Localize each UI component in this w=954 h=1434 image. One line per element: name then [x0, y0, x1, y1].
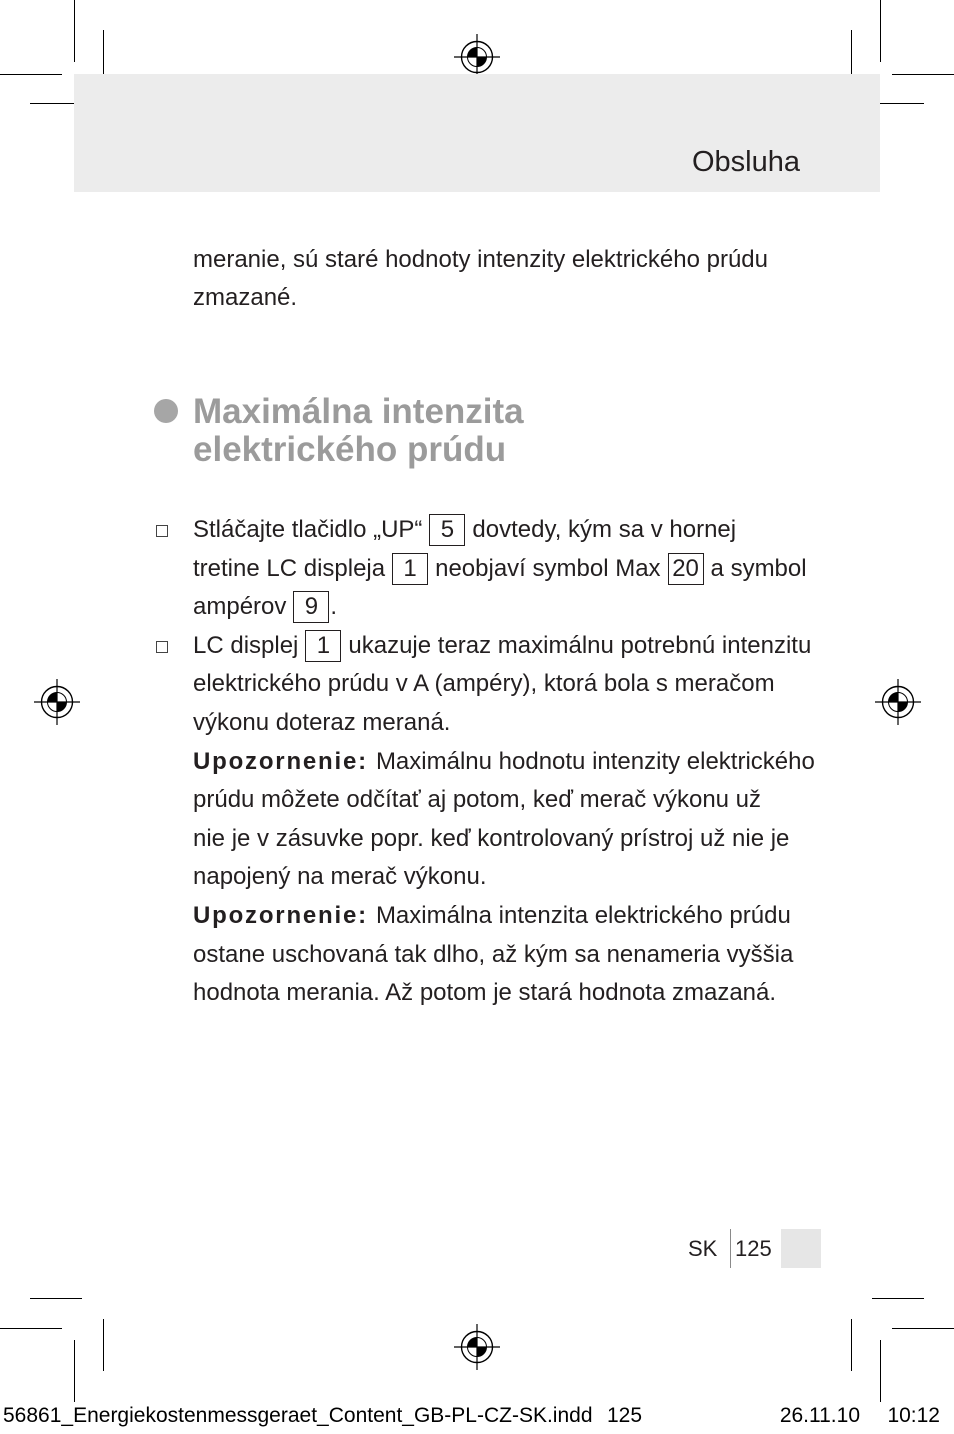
crop-mark — [103, 1319, 104, 1371]
filled-circle-icon — [154, 399, 178, 423]
text-line — [193, 665, 815, 704]
text-span: zmazané. — [193, 284, 298, 312]
step-text: . — [330, 593, 338, 621]
part-number-ref: 9 — [293, 591, 329, 623]
crop-mark — [892, 74, 954, 75]
part-number-ref: 1 — [392, 553, 428, 585]
list-item-step-2 — [193, 627, 815, 666]
section-heading — [193, 393, 524, 469]
note-line — [193, 858, 815, 897]
step-text: dovtedy, kým sa v hornej — [472, 516, 737, 543]
page-tab — [781, 1229, 821, 1268]
step-text: výkonu doteraz meraná. — [193, 708, 451, 736]
text-line — [193, 588, 815, 627]
note-line — [193, 820, 815, 859]
text-span: meranie, sú staré hodnoty intenzity elektrického prúdu — [193, 245, 768, 273]
crop-mark — [0, 74, 62, 75]
list-item-step-1 — [193, 511, 815, 550]
registration-mark-icon — [454, 1324, 500, 1370]
footer-divider — [730, 1229, 731, 1268]
note-text: prúdu môžete odčítať aj potom, keď merač výkonu už — [193, 786, 762, 814]
part-number-ref: 20 — [668, 553, 704, 585]
step-text: ukazuje teraz maximálnu potrebnú intenzitu — [348, 631, 812, 659]
part-number-ref: 1 — [305, 630, 341, 662]
crop-mark — [892, 1328, 954, 1329]
slug-time: 10:12 — [887, 1404, 940, 1427]
note-label: Upozornenie: — [193, 747, 368, 775]
note-text: Maximálnu hodnotu intenzity elektrického — [375, 747, 815, 775]
crop-mark — [0, 1328, 62, 1329]
step-text: elektrického prúdu v A (ampéry), ktorá bola s meračom — [193, 670, 775, 698]
crop-mark — [74, 0, 75, 62]
crop-mark — [30, 1298, 82, 1299]
step-text: ampérov — [193, 593, 287, 621]
registration-mark-icon — [875, 679, 921, 725]
text-line — [193, 550, 815, 589]
registration-mark-icon — [34, 679, 80, 725]
chapter-title: Obsluha — [691, 146, 800, 178]
step-text: neobjaví symbol Max — [435, 554, 661, 582]
crop-mark — [872, 1298, 924, 1299]
text-line — [193, 704, 815, 743]
heading-line: Maximálna intenzita — [193, 392, 524, 431]
crop-mark — [880, 0, 881, 62]
note-line — [193, 897, 815, 936]
slug-page: 125 — [607, 1404, 643, 1427]
part-number-ref: 5 — [429, 514, 465, 546]
note-text: hodnota merania. Až potom je stará hodnota zmazaná. — [193, 979, 777, 1007]
slug-filename: 56861_Energiekostenmessgeraet_Content_GB-PL-CZ-SK.indd — [3, 1404, 593, 1427]
instruction-list — [193, 511, 815, 1013]
step-text: tretine LC displeja — [193, 554, 386, 582]
note-line — [193, 974, 815, 1013]
heading-line: elektrického prúdu — [193, 430, 507, 469]
square-outline-icon — [156, 525, 168, 537]
crop-mark — [880, 1340, 881, 1402]
intro-paragraph — [193, 241, 768, 318]
crop-mark — [851, 1319, 852, 1371]
language-code: SK — [688, 1236, 718, 1261]
note-line — [193, 743, 815, 782]
note-text: napojený na merač výkonu. — [193, 863, 487, 891]
step-text: LC displej — [193, 631, 299, 659]
note-line — [193, 936, 815, 975]
square-outline-icon — [156, 641, 168, 653]
text-line — [193, 279, 768, 318]
note-text: Maximálna intenzita elektrického prúdu — [375, 901, 791, 929]
step-text: Stláčajte tlačidlo „UP“ — [193, 516, 423, 543]
step-text: a symbol — [710, 554, 807, 582]
note-text: ostane uschovaná tak dlho, až kým sa nenameria vyššia — [193, 940, 794, 968]
header-band — [74, 74, 880, 192]
slug-date: 26.11.10 — [779, 1404, 860, 1427]
note-label: Upozornenie: — [193, 901, 368, 929]
page-number: 125 — [735, 1236, 772, 1261]
crop-mark — [74, 1340, 75, 1402]
note-line — [193, 781, 815, 820]
text-line — [193, 241, 768, 280]
note-text: nie je v zásuvke popr. keď kontrolovaný prístroj už nie je — [193, 824, 790, 852]
